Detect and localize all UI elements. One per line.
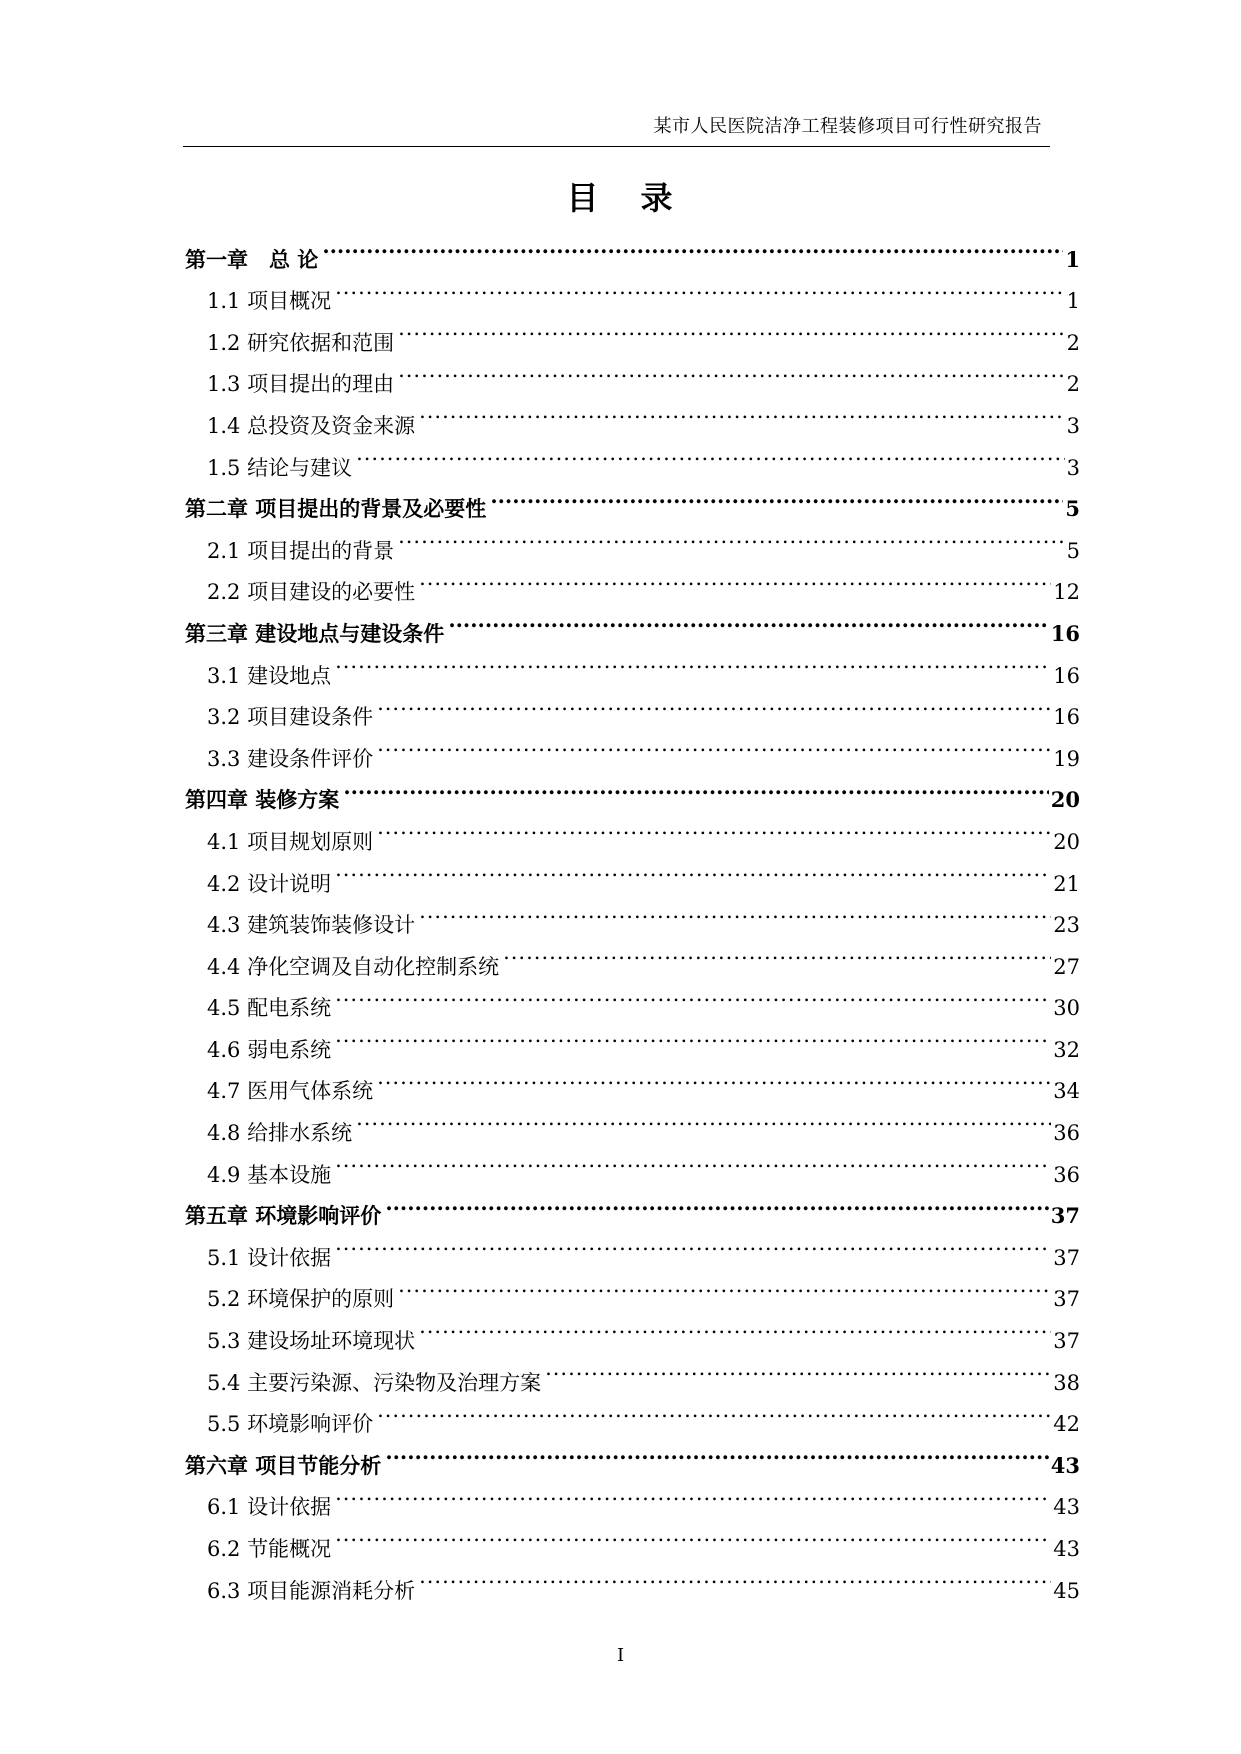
toc-entry-label: 4.1 项目规划原则 [207, 829, 374, 854]
toc-entry-label: 2.1 项目提出的背景 [207, 538, 395, 563]
toc-leader-dots [335, 641, 1051, 683]
toc-entry-label: 第三章 建设地点与建设条件 [185, 620, 445, 646]
page-number: I [616, 1645, 625, 1666]
toc-entry-page: 20 [1053, 829, 1080, 854]
toc-leader-dots [419, 891, 1051, 933]
toc-entry-page: 3 [1066, 413, 1080, 438]
toc-entry-page: 16 [1050, 620, 1080, 646]
toc-leader-dots [335, 1473, 1051, 1515]
toc-leader-dots [377, 1390, 1051, 1432]
toc-entry-label: 1.2 研究依据和范围 [207, 330, 395, 355]
toc-leader-dots [377, 807, 1051, 849]
toc-leader-dots [343, 766, 1048, 808]
toc-entry-page: 23 [1053, 913, 1080, 938]
toc-entry-label: 第四章 装修方案 [185, 787, 340, 813]
toc-entry-label: 4.9 基本设施 [207, 1162, 332, 1187]
toc-entry-label: 4.4 净化空调及自动化控制系统 [207, 954, 500, 979]
toc-entry-label: 4.3 建筑装饰装修设计 [207, 913, 416, 938]
toc-leader-dots [385, 1182, 1048, 1224]
toc-entry-page: 32 [1053, 1037, 1080, 1062]
toc-entry-label: 1.3 项目提出的理由 [207, 372, 395, 397]
toc-leader-dots [377, 724, 1051, 766]
toc-entry-page: 2 [1066, 372, 1080, 397]
toc-entry-label: 1.1 项目概况 [207, 289, 332, 314]
toc-entry-label: 4.5 配电系统 [207, 996, 332, 1021]
toc-entry-label: 4.8 给排水系统 [207, 1121, 353, 1146]
toc-leader-dots [385, 1431, 1048, 1473]
toc-entry-page: 5 [1065, 496, 1080, 522]
toc-entry-label: 5.2 环境保护的原则 [207, 1287, 395, 1312]
toc-entry-page: 21 [1053, 871, 1080, 896]
toc-leader-dots [419, 1556, 1051, 1598]
toc-leader-dots [398, 350, 1065, 392]
toc-entry-page: 43 [1053, 1537, 1080, 1561]
toc-entry-label: 6.2 节能概况 [207, 1537, 332, 1561]
toc-entry-page: 2 [1066, 330, 1080, 355]
toc-entry-label: 5.1 设计依据 [207, 1245, 332, 1270]
toc-entry-page: 34 [1053, 1079, 1080, 1104]
toc-leader-dots [335, 1514, 1051, 1556]
toc-leader-dots [398, 516, 1065, 558]
toc-leader-dots [419, 1306, 1051, 1348]
toc-entry-label: 5.3 建设场址环境现状 [207, 1329, 416, 1354]
toc-entry-label: 6.1 设计依据 [207, 1495, 332, 1520]
toc-entry-page: 1 [1065, 246, 1080, 272]
toc-leader-dots [356, 1098, 1051, 1140]
toc-leader-dots [545, 1348, 1051, 1390]
toc-entry-page: 19 [1053, 746, 1080, 771]
toc-leader-dots [398, 1265, 1051, 1307]
page-header [183, 116, 1050, 147]
toc-leader-dots [419, 558, 1051, 600]
toc-heading [0, 178, 1241, 218]
toc-entry-page: 37 [1053, 1245, 1080, 1270]
toc-leader-dots [377, 1057, 1051, 1099]
toc-entry-page: 38 [1053, 1370, 1080, 1395]
toc-entry-page: 12 [1053, 580, 1080, 605]
toc-chapter-entry[interactable] [185, 225, 1080, 272]
toc-entry-label: 5.5 环境影响评价 [207, 1412, 374, 1437]
toc-entry-page: 37 [1050, 1203, 1080, 1229]
toc-leader-dots [398, 308, 1065, 350]
toc-leader-dots [448, 599, 1048, 641]
toc-entry-page: 5 [1066, 538, 1080, 563]
toc-entry-page: 36 [1053, 1121, 1080, 1146]
toc-entry-label: 1.5 结论与建议 [207, 455, 353, 480]
toc-leader-dots [335, 974, 1051, 1016]
toc-entry-page: 1 [1066, 289, 1080, 314]
toc-entry-page: 16 [1053, 663, 1080, 688]
table-of-contents [185, 225, 1080, 1603]
toc-entry-page: 20 [1050, 787, 1080, 813]
toc-entry-label: 6.3 项目能源消耗分析 [207, 1578, 416, 1603]
toc-entry-page: 43 [1050, 1452, 1080, 1478]
toc-leader-dots [335, 1223, 1051, 1265]
toc-entry-label: 1.4 总投资及资金来源 [207, 413, 416, 438]
toc-leader-dots [419, 391, 1065, 433]
toc-leader-dots [335, 849, 1051, 891]
toc-entry-page: 37 [1053, 1329, 1080, 1354]
toc-entry-label: 4.6 弱电系统 [207, 1037, 332, 1062]
toc-leader-dots [377, 683, 1051, 725]
toc-entry-label: 第一章 总 论 [185, 246, 319, 272]
toc-entry-page: 45 [1053, 1578, 1080, 1603]
toc-leader-dots [490, 475, 1063, 517]
toc-entry-label: 3.2 项目建设条件 [207, 705, 374, 730]
toc-entry-label: 4.7 医用气体系统 [207, 1079, 374, 1104]
document-title: 某市人民医院洁净工程装修项目可行性研究报告 [653, 116, 1042, 137]
toc-leader-dots [356, 433, 1065, 475]
toc-leader-dots [335, 267, 1065, 309]
toc-leader-dots [335, 1140, 1051, 1182]
toc-entry-page: 36 [1053, 1162, 1080, 1187]
toc-entry-page: 27 [1053, 954, 1080, 979]
toc-heading-right: 录 [640, 179, 675, 217]
toc-entry-label: 第二章 项目提出的背景及必要性 [185, 496, 487, 522]
toc-entry-page: 42 [1053, 1412, 1080, 1437]
toc-entry-page: 3 [1066, 455, 1080, 480]
toc-entry-label: 第六章 项目节能分析 [185, 1452, 382, 1478]
toc-entry-page: 30 [1053, 996, 1080, 1021]
toc-entry-label: 3.3 建设条件评价 [207, 746, 374, 771]
toc-leader-dots [503, 932, 1051, 974]
toc-entry-label: 4.2 设计说明 [207, 871, 332, 896]
toc-leader-dots [322, 225, 1063, 267]
toc-entry-label: 5.4 主要污染源、污染物及治理方案 [207, 1370, 542, 1395]
toc-entry-label: 2.2 项目建设的必要性 [207, 580, 416, 605]
toc-entry-label: 3.1 建设地点 [207, 663, 332, 688]
toc-entry-page: 16 [1053, 705, 1080, 730]
toc-entry-page: 37 [1053, 1287, 1080, 1312]
toc-leader-dots [335, 1015, 1051, 1057]
toc-entry-page: 43 [1053, 1495, 1080, 1520]
toc-heading-left: 目 [566, 179, 601, 217]
toc-entry-label: 第五章 环境影响评价 [185, 1203, 382, 1229]
